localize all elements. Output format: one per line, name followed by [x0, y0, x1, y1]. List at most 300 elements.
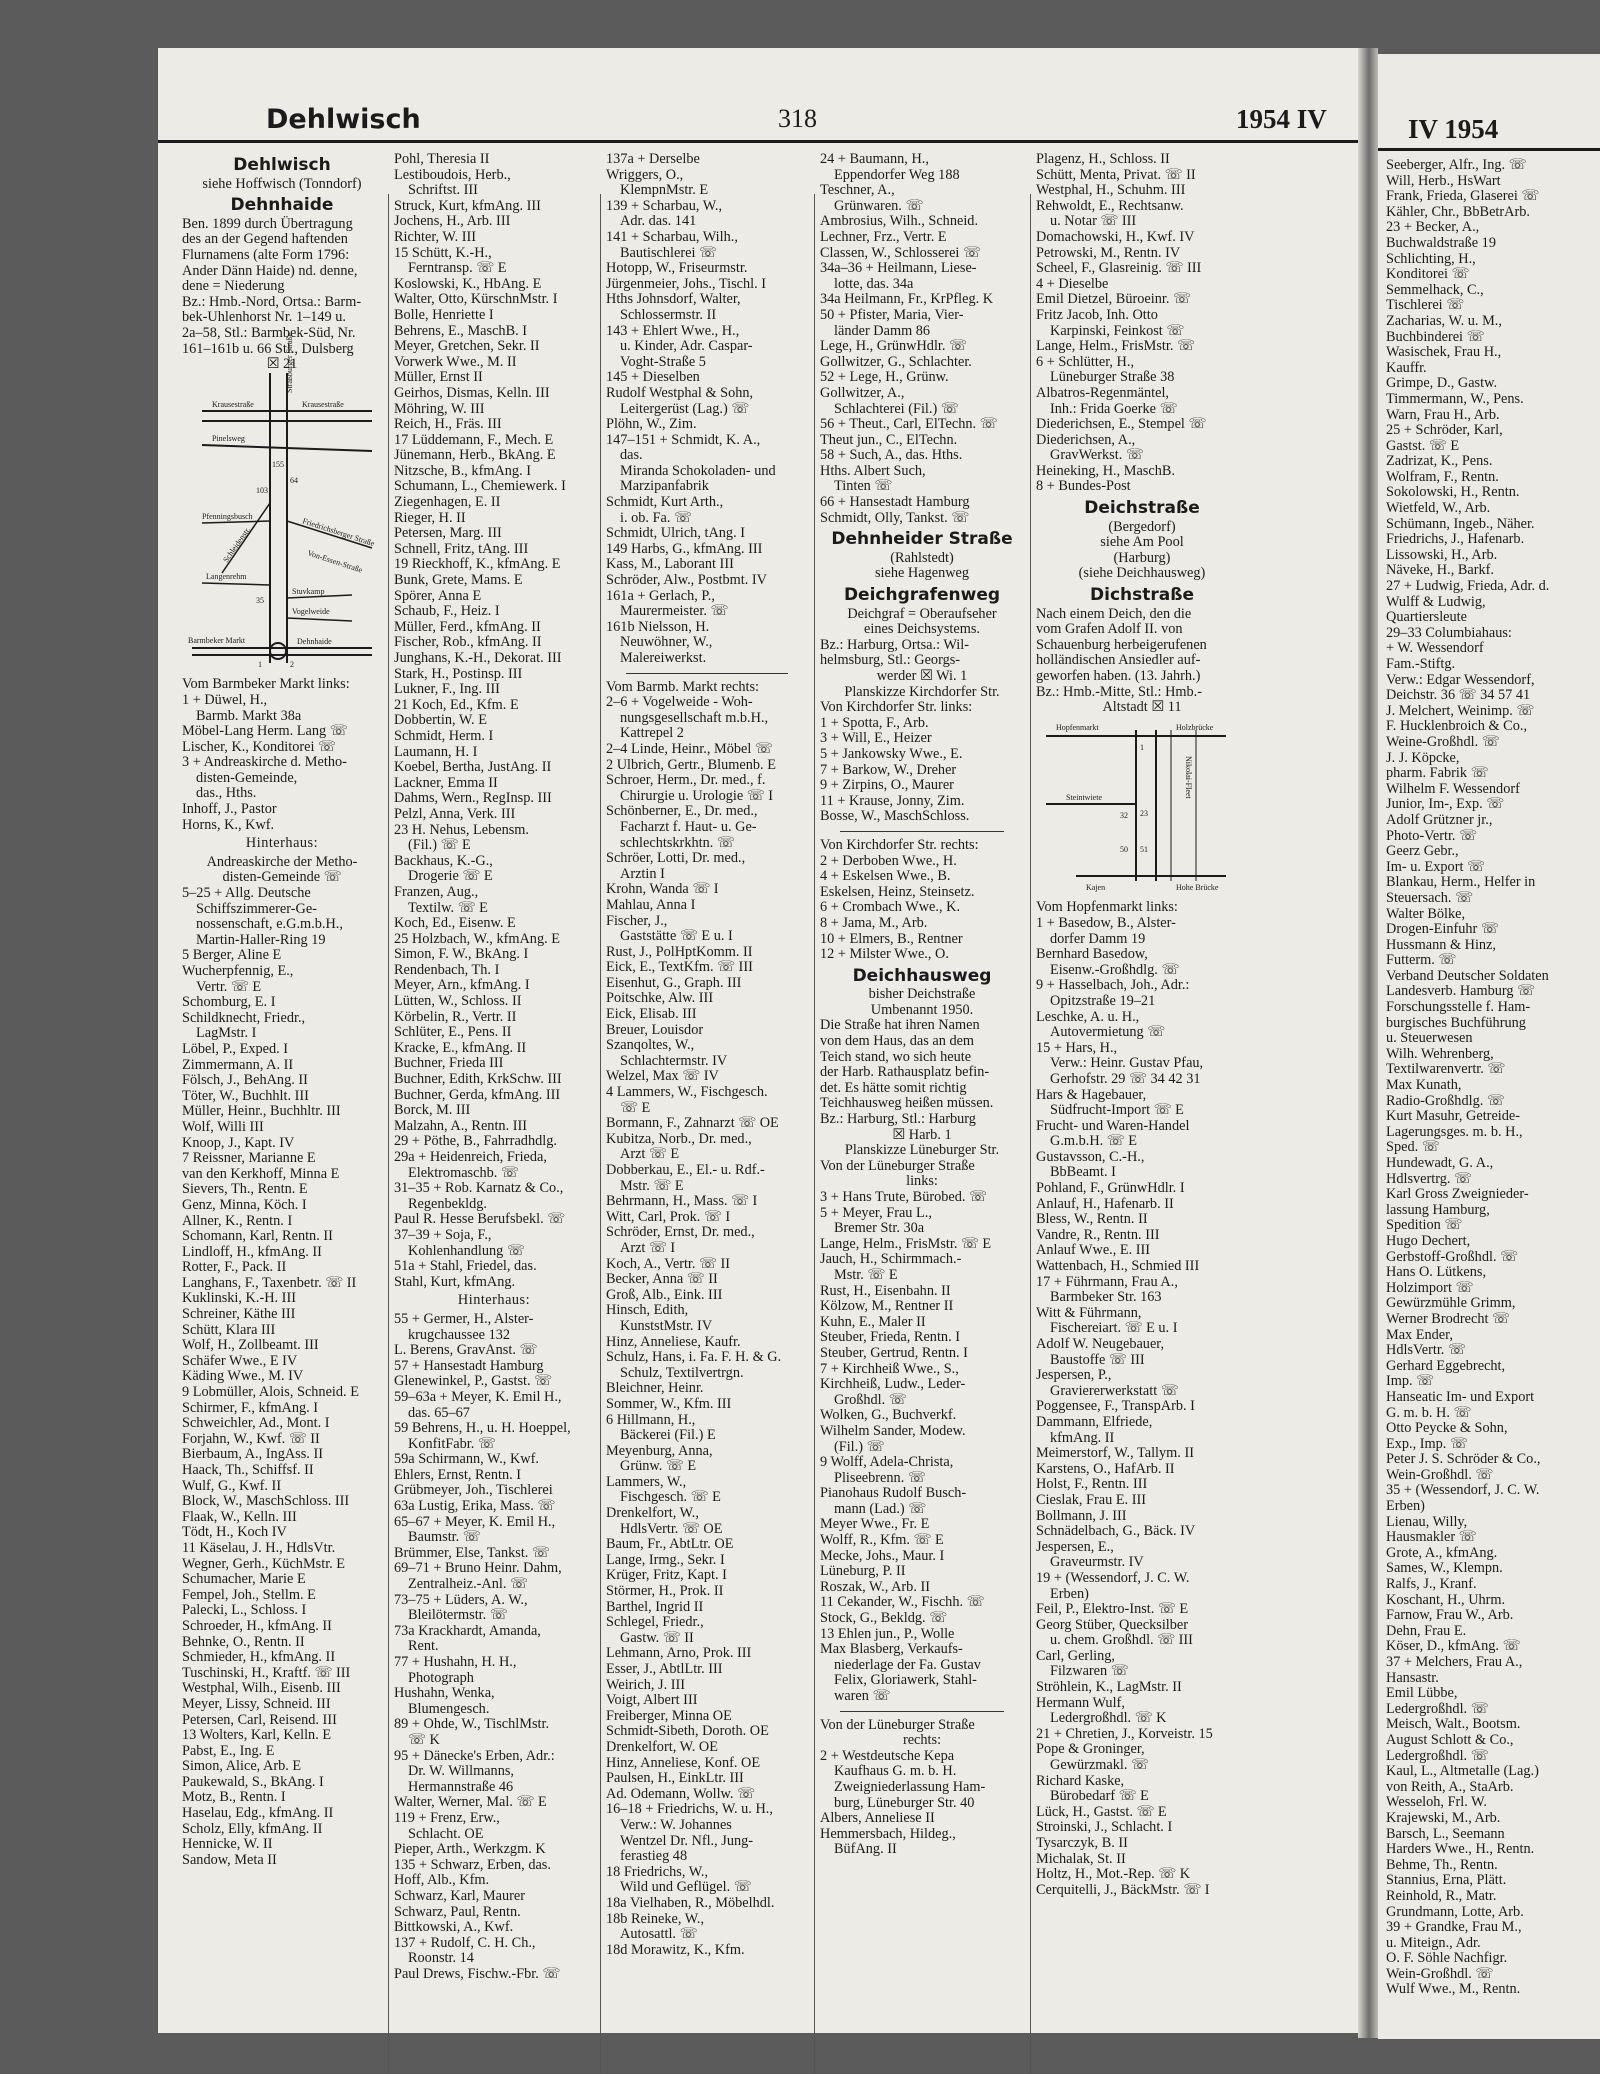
directory-entry: Schomann, Karl, Rentn. II [182, 1228, 333, 1245]
directory-entry: Stahl, Kurt, kfmAng. [394, 1273, 516, 1290]
directory-entry: Walter, Werner, Mal. ☏ E [394, 1794, 547, 1811]
directory-entry: Lange, Irmg., Sekr. I [606, 1551, 725, 1568]
directory-entry: Bürobedarf ☏ E [1050, 1788, 1149, 1805]
directory-entry: KunststMstr. IV [620, 1317, 713, 1334]
directory-entry: Emil Lübbe, [1386, 1685, 1458, 1702]
directory-entry: Sames, W., Klempn. [1386, 1560, 1503, 1577]
directory-entry: Lukner, F., Ing. III [394, 681, 500, 698]
directory-entry: Gewürzmühle Grimm, [1386, 1295, 1516, 1312]
directory-entry: Eisenw.-Großhdlg. ☏ [1050, 961, 1180, 978]
directory-entry: 39 + Grandke, Frau M., [1386, 1919, 1522, 1936]
directory-entry: Weine-Großhdl. ☏ [1386, 733, 1500, 750]
directory-entry: J. Melchert, Weinimp. ☏ [1386, 702, 1535, 719]
directory-entry: Sommer, W., Kfm. III [606, 1395, 732, 1412]
directory-entry: Schnell, Fritz, tAng. III [394, 540, 529, 557]
directory-entry: Gastw. ☏ II [620, 1629, 694, 1646]
map-label: Langenrehm [206, 571, 247, 581]
directory-entry: Plöhn, W., Zim. [606, 416, 697, 433]
directory-entry: Petersen, Carl, Reisend. III [182, 1711, 337, 1728]
directory-entry: Wilh. Wehrenberg, [1386, 1045, 1494, 1062]
directory-entry: Die Straße hat ihren Namen [820, 1017, 980, 1034]
directory-entry: Schlossermstr. II [620, 306, 717, 323]
directory-entry: Spedition ☏ [1386, 1217, 1463, 1234]
directory-entry: Textilw. ☏ E [408, 899, 488, 916]
directory-entry: 1 + Basedow, B., Alster- [1036, 914, 1176, 931]
directory-entry: Wolfram, F., Rentn. [1386, 468, 1499, 485]
directory-entry: Großhdl. ☏ [834, 1391, 907, 1408]
directory-entry: 29a + Heidenreich, Frieda, [394, 1149, 547, 1165]
directory-entry: 15 Schütt, K.-H., [394, 244, 492, 261]
directory-entry: Wilhelm F. Wessendorf [1386, 780, 1520, 797]
directory-entry: Sped. ☏ [1386, 1139, 1440, 1156]
directory-entry: 63a Lustig, Erika, Mass. ☏ [394, 1498, 556, 1515]
directory-entry: Rieger, H. II [394, 509, 466, 526]
directory-entry: 25 Holzbach, W., kfmAng. E [394, 930, 560, 947]
directory-entry: Deichgraf = Oberaufseher [847, 605, 997, 622]
directory-entry: nossenschaft, e.G.m.b.H., [196, 916, 343, 933]
directory-entry: Genz, Minna, Köch. I [182, 1196, 307, 1213]
directory-entry: Adolf W. Neugebauer, [1036, 1336, 1165, 1352]
street-heading: Deichgrafenweg [843, 585, 1001, 606]
directory-entry: (Bergedorf) [1108, 518, 1176, 535]
directory-entry: Gerhard Eggebrecht, [1386, 1357, 1506, 1374]
directory-entry: u. Kinder, Adr. Caspar- [620, 338, 753, 355]
directory-entry: Albers, Anneliese II [820, 1810, 935, 1827]
directory-entry: Wilhelm Sander, Modew. [820, 1422, 966, 1439]
directory-entry: Schmidt, Herm. I [394, 727, 494, 744]
directory-entry: Schroeder, H., kfmAng. II [182, 1617, 332, 1634]
directory-entry: Ledergroßhdl. ☏ K [1050, 1710, 1167, 1727]
directory-entry: Schulz, Hans, i. Fa. F. H. & G. [606, 1349, 782, 1366]
directory-entry: Andreaskirche der Metho- [206, 853, 358, 870]
directory-entry: G.m.b.H. ☏ E [1050, 1133, 1137, 1150]
directory-entry: Lienau, Willy, [1386, 1513, 1468, 1530]
directory-entry: Carl, Gerling, [1036, 1647, 1116, 1664]
column-3 [606, 152, 808, 1958]
directory-entry: Dobberkau, E., El.- u. Rdf.- [606, 1162, 765, 1178]
directory-entry: Verw.: Heinr. Gustav Pfau, [1050, 1055, 1204, 1072]
directory-entry: lassung Hamburg, [1386, 1201, 1490, 1218]
facing-page-header: IV 1954 [1408, 114, 1499, 144]
directory-entry: 1 + Düwel, H., [182, 691, 268, 708]
directory-entry: Fritz Jacob, Inh. Otto [1036, 306, 1158, 323]
directory-entry: siehe Am Pool [1100, 534, 1184, 551]
directory-entry: 18 Friedrichs, W., [606, 1863, 709, 1880]
directory-entry: 31–35 + Rob. Karnatz & Co., [394, 1180, 564, 1197]
directory-entry: Martin-Haller-Ring 19 [196, 931, 326, 948]
column-divider [1030, 194, 1031, 2074]
directory-entry: Krajewski, M., Arb. [1386, 1809, 1501, 1826]
directory-entry: Breuer, Louisdor [606, 1021, 704, 1038]
directory-entry: Groß, Alb., Eink. III [606, 1286, 723, 1303]
directory-entry: Blumengesch. [408, 1700, 490, 1717]
directory-entry: Erben) [1386, 1498, 1425, 1515]
section-separator [840, 831, 1004, 832]
directory-entry: Altstadt ☒ 11 [1102, 699, 1182, 716]
directory-entry: 17 Lüddemann, F., Mech. E [394, 431, 554, 448]
directory-entry: 34a–36 + Heilmann, Liese- [820, 260, 977, 277]
directory-entry: Barthel, Ingrid II [606, 1598, 704, 1615]
directory-entry: Schiffszimmerer-Ge- [196, 900, 317, 917]
directory-entry: Heineking, H., MaschB. [1036, 462, 1175, 479]
map-number: 51 [1140, 844, 1148, 854]
directory-entry: Tinten ☏ [834, 478, 893, 495]
directory-entry: 59a Schirmann, W., Kwf. [394, 1451, 539, 1468]
directory-entry: Kass, M., Laborant III [606, 556, 734, 573]
directory-entry: Schnädelbach, G., Bäck. IV [1036, 1523, 1196, 1540]
directory-entry: 55 + Germer, H., Alster- [394, 1310, 534, 1327]
directory-entry: det. Es hätte somit richtig [820, 1079, 967, 1096]
directory-entry: 161–161b u. 66 Stl., Dulsberg [182, 340, 354, 357]
directory-entry: Buchwaldstraße 19 [1386, 234, 1496, 251]
directory-entry: Wegner, Gerh., KüchMstr. E [182, 1555, 346, 1572]
directory-entry: Holst, F., Rentn. III [1036, 1476, 1148, 1493]
directory-entry: Diederichsen, A., [1036, 431, 1136, 448]
directory-entry: Ralfs, J., Kranf. [1386, 1576, 1477, 1593]
directory-entry: Paul R. Hesse Berufsbekl. ☏ [394, 1211, 566, 1228]
directory-entry: Grünwaren. ☏ [834, 197, 924, 214]
directory-entry: 2 + Westdeutsche Kepa [820, 1747, 955, 1764]
directory-entry: Arzt ☏ I [620, 1239, 676, 1256]
map-label: Steintwiete [1066, 792, 1102, 802]
directory-entry: Meyer, Arn., kfmAng. I [394, 977, 530, 994]
header-rule [158, 140, 1358, 143]
directory-entry: 11 Cekander, W., Fischh. ☏ [820, 1594, 985, 1611]
directory-entry: Hinz, Anneliese, Konf. OE [606, 1754, 761, 1771]
directory-entry: Weirich, J. III [606, 1676, 686, 1693]
directory-entry: Hussmann & Hinz, [1386, 936, 1496, 953]
directory-entry: 29 + Pöthe, B., Fahrradhdlg. [394, 1133, 557, 1150]
directory-entry: Scholz, Elly, kfmAng. II [182, 1820, 323, 1837]
directory-entry: Jochens, H., Arb. III [394, 213, 511, 230]
directory-entry: Buchbinderei ☏ [1386, 328, 1485, 345]
directory-entry: Schweichler, Ad., Mont. I [182, 1415, 330, 1432]
directory-entry: Schlachtermstr. IV [620, 1052, 728, 1069]
directory-entry: Pieper, Arth., Werkzgm. K [394, 1841, 546, 1858]
directory-entry: 34a Heilmann, Fr., KrPfleg. K [820, 291, 994, 308]
directory-entry: Karl Gross Zweignieder- [1386, 1186, 1529, 1203]
directory-entry: Karpinski, Feinkost ☏ [1050, 322, 1185, 339]
page-number: 318 [778, 104, 817, 133]
directory-entry: Meyenburg, Anna, [606, 1442, 713, 1459]
directory-entry: Hemmersbach, Hildeg., [820, 1825, 956, 1842]
directory-entry: Krohn, Wanda ☏ I [606, 881, 719, 898]
directory-entry: Teschner, A., [820, 182, 895, 199]
directory-entry: Wolf, Willi III [182, 1118, 264, 1135]
directory-entry: 139 + Scharbau, W., [606, 197, 723, 214]
directory-entry: Kuklinski, K.-H. III [182, 1290, 296, 1307]
directory-entry: Vertr. ☏ E [196, 978, 262, 995]
directory-entry: Möbel-Lang Herm. Lang ☏ [182, 723, 348, 740]
directory-entry: 7 + Kirchheiß Wwe., S., [820, 1360, 959, 1377]
directory-entry: das., Hths. [196, 785, 257, 802]
directory-entry: Lehmann, Arno, Prok. III [606, 1645, 752, 1662]
directory-entry: Leitergerüst (Lag.) ☏ [620, 400, 750, 417]
directory-entry: ferastieg 48 [620, 1848, 688, 1865]
directory-entry: Dahms, Wern., RegInsp. III [394, 790, 552, 807]
facing-page [1378, 54, 1600, 2039]
directory-entry: 2a–58, Stl.: Barmbek-Süd, Nr. [182, 324, 356, 341]
map-label: Stuvkamp [292, 586, 325, 596]
directory-entry: dorfer Damm 19 [1050, 930, 1146, 947]
map-deichstrasse [1036, 716, 1248, 901]
directory-entry: Wriggers, O., [606, 166, 684, 183]
directory-entry: Behme, Th., Rentn. [1386, 1856, 1498, 1873]
directory-entry: 9 + Hasselbach, Joh., Adr.: [1036, 977, 1190, 994]
directory-entry: Mahlau, Anna I [606, 896, 696, 913]
directory-entry: Nitzsche, B., kfmAng. I [394, 462, 531, 479]
directory-entry: Fam.-Stiftg. [1386, 656, 1456, 672]
directory-entry: Schildknecht, Friedr., [182, 1009, 306, 1026]
directory-entry: Behrmann, H., Mass. ☏ I [606, 1193, 758, 1210]
directory-entry: Hennicke, W. II [182, 1836, 273, 1853]
directory-entry: Teich stand, wo sich heute [820, 1048, 972, 1065]
directory-entry: Gollwitzer, G., Schlachter. [820, 353, 972, 370]
directory-entry: Palecki, L., Schloss. I [182, 1602, 307, 1619]
directory-entry: HdlsVertr. ☏ [1386, 1342, 1466, 1359]
directory-entry: Buchner, Frieda III [394, 1055, 504, 1072]
directory-entry: 95 + Dänecke's Erben, Adr.: [394, 1747, 555, 1764]
directory-entry: Zacharias, W. u. M., [1386, 312, 1502, 329]
directory-entry: Allner, K., Rentn. I [182, 1212, 293, 1229]
directory-entry: Kauffr. [1386, 359, 1427, 376]
directory-entry: Seeberger, Alfr., Ing. ☏ [1386, 157, 1527, 173]
directory-entry: Stock, G., Bekldg. ☏ [820, 1610, 948, 1627]
directory-entry: Chirurgie u. Urologie ☏ I [620, 787, 774, 804]
directory-entry: Schmieder, H., kfmAng. II [182, 1649, 336, 1666]
directory-entry: Bosse, W., MaschSchloss. [820, 808, 970, 825]
directory-entry: 9 + Zirpins, O., Maurer [820, 777, 954, 794]
directory-entry: Anlauf, H., Hafenarb. II [1036, 1195, 1174, 1212]
directory-entry: 13 Wolters, Karl, Kelln. E [182, 1727, 332, 1744]
directory-entry: Zadrizat, K., Pens. [1386, 453, 1493, 470]
directory-entry: Bz.: Harburg, Stl.: Harburg [820, 1111, 976, 1128]
directory-entry: KlempnMstr. E [620, 182, 709, 199]
map-number: 1 [1140, 742, 1144, 752]
directory-entry: Kurt Masuhr, Getreide- [1386, 1108, 1521, 1125]
directory-entry: Poggensee, F., TranspArb. I [1036, 1398, 1195, 1415]
directory-entry: Bormann, F., Zahnarzt ☏ OE [606, 1115, 779, 1132]
directory-entry: Emil Dietzel, Büroeinr. ☏ [1036, 291, 1191, 308]
directory-entry: 11 + Krause, Jonny, Zim. [820, 792, 965, 809]
directory-entry: 17 + Führmann, Frau A., [1036, 1273, 1178, 1290]
directory-entry: Poitschke, Alw. III [606, 990, 714, 1007]
column-2 [394, 152, 594, 1982]
directory-entry: Wolff, R., Kfm. ☏ E [820, 1532, 944, 1549]
directory-entry: Schlachterei (Fil.) ☏ [834, 400, 959, 417]
directory-entry: Paul Drews, Fischw.-Fbr. ☏ [394, 1965, 561, 1982]
map-label: Hohe Brücke [1176, 882, 1219, 892]
directory-entry: Hars & Hagebauer, [1036, 1086, 1147, 1103]
directory-entry: Lestiboudois, Herb., [394, 166, 511, 183]
directory-entry: Reich, H., Fräs. III [394, 416, 502, 433]
directory-entry: Ledergroßhdl. ☏ [1386, 1700, 1489, 1717]
directory-entry: 59–63a + Meyer, K. Emil H., [394, 1388, 562, 1405]
directory-entry: Petersen, Marg. III [394, 525, 502, 542]
map-number: 35 [256, 595, 264, 605]
directory-entry: 25 + Schröder, Karl, [1386, 422, 1503, 439]
header-rule [1378, 148, 1600, 151]
directory-entry: 3 + Andreaskirche d. Metho- [182, 754, 347, 771]
directory-entry: Franzen, Aug., [394, 883, 479, 900]
directory-entry: Cieslak, Frau E. III [1036, 1491, 1146, 1508]
street-heading: Dichstraße [1090, 585, 1194, 606]
street-heading: Deichhausweg [852, 965, 992, 986]
facing-page-column [1386, 158, 1549, 1998]
directory-entry: Schomburg, E. I [182, 994, 276, 1011]
street-map-deichstrasse [1036, 716, 1236, 896]
directory-entry: Scheel, F., Glasreinig. ☏ III [1036, 260, 1202, 277]
directory-entry: Schmidt, Olly, Tankst. ☏ [820, 509, 970, 526]
directory-entry: Hths. Albert Such, [820, 462, 926, 479]
directory-entry: u. chem. Großhdl. ☏ III [1050, 1632, 1193, 1649]
directory-entry: 15 + Hars, H., [1036, 1039, 1118, 1056]
directory-entry: Kracke, E., kfmAng. II [394, 1039, 527, 1056]
directory-entry: 89 + Ohde, W., TischlMstr. [394, 1716, 550, 1733]
directory-entry: Bz.: Hmb.-Nord, Ortsa.: Barm- [182, 293, 362, 310]
street-heading: Deichstraße [1084, 498, 1200, 519]
directory-entry: Möhring, W. III [394, 400, 485, 417]
directory-entry: ☏ E [620, 1099, 651, 1116]
directory-entry: Planskizze Kirchdorfer Str. [844, 683, 1000, 700]
section-separator [626, 673, 788, 674]
column-4 [820, 152, 1024, 1858]
directory-entry: Schreiner, Käthe III [182, 1306, 296, 1323]
directory-entry: Autosattl. ☏ [620, 1926, 698, 1943]
directory-entry: Hushahn, Wenka, [394, 1685, 495, 1702]
directory-entry: Südfrucht-Import ☏ E [1050, 1102, 1184, 1119]
directory-entry: Walter, Otto, KürschnMstr. I [394, 291, 558, 308]
directory-entry: Stark, H., Postinsp. III [394, 665, 523, 682]
directory-entry: Hths Johnsdorf, Walter, [606, 291, 741, 308]
directory-entry: Malereiwerkst. [620, 650, 707, 666]
directory-entry: Wild und Geflügel. ☏ [620, 1879, 752, 1896]
map-label: Kajen [1086, 882, 1106, 892]
directory-entry: Baustoffe ☏ III [1050, 1351, 1145, 1368]
directory-entry: BüfAng. II [834, 1841, 897, 1858]
directory-entry: Brümmer, Else, Tankst. ☏ [394, 1544, 550, 1561]
directory-entry: Rendenbach, Th. I [394, 961, 500, 978]
directory-entry: Grübmeyer, Joh., Tischlerei [394, 1482, 553, 1499]
directory-entry: Facharzt f. Haut- u. Ge- [620, 818, 757, 835]
directory-entry: 9 Wolff, Adela-Christa, [820, 1454, 954, 1471]
directory-entry: 4 + Eskelsen Wwe., B. [820, 868, 951, 885]
directory-entry: Eskelsen, Heinz, Steinsetz. [820, 883, 975, 900]
column-divider [600, 194, 601, 2074]
directory-entry: Diederichsen, E., Stempel ☏ [1036, 416, 1207, 433]
directory-entry: Hansastr. [1386, 1669, 1439, 1686]
directory-entry: 19 Rieckhoff, K., kfmAng. E [394, 556, 561, 573]
directory-entry: Ambrosius, Wilh., Schneid. [820, 213, 979, 230]
page-year-volume: 1954 IV [1236, 104, 1327, 134]
directory-entry: 51a + Stahl, Friedel, das. [394, 1258, 537, 1275]
directory-entry: Zweigniederlassung Ham- [834, 1778, 986, 1795]
directory-entry: 21 + Chretien, J., Korveistr. 15 [1036, 1725, 1213, 1742]
directory-entry: 11 Käselau, J. H., HdlsVtr. [182, 1539, 336, 1556]
directory-entry: Schlichting, H., [1386, 250, 1476, 267]
directory-entry: L. Berens, GravAnst. ☏ [394, 1342, 538, 1359]
directory-entry: Körbelin, R., Vertr. II [394, 1008, 517, 1025]
directory-entry: Schwarz, Karl, Maurer [394, 1887, 525, 1904]
column-5 [1036, 152, 1248, 1898]
directory-entry: Sievers, Th., Rentn. E [182, 1181, 308, 1198]
directory-entry: Elektromaschb. ☏ [408, 1164, 519, 1181]
directory-entry: 161b Nielsson, H. [606, 618, 710, 635]
directory-entry: August Schlott & Co., [1386, 1731, 1514, 1748]
directory-entry: helmsburg, Stl.: Georgs- [820, 652, 961, 669]
directory-entry: Schlacht. OE [408, 1825, 484, 1842]
directory-entry: 2–6 + Vogelweide - Woh- [606, 694, 753, 711]
directory-entry: KonfitFabr. ☏ [408, 1435, 496, 1452]
map-label: Dehnhaide [297, 636, 332, 646]
directory-entry: Adr. das. 141 [620, 213, 697, 230]
map-number: 103 [256, 485, 268, 495]
map-label: Von-Essen-Straße [306, 548, 364, 575]
directory-entry: Wulff & Ludwig, [1386, 593, 1486, 610]
directory-entry: Theut jun., C., ElTechn. [820, 431, 958, 448]
section-separator [840, 1711, 1004, 1712]
directory-entry: 135 + Schwarz, Erben, das. [394, 1856, 551, 1873]
directory-entry: 73–75 + Lüders, A. W., [394, 1591, 528, 1608]
directory-entry: Vom Barmb. Markt rechts: [606, 678, 760, 695]
directory-entry: 18d Morawitz, K., Kfm. [606, 1941, 745, 1958]
directory-entry: Köser, D., kfmAng. ☏ [1386, 1638, 1521, 1655]
directory-entry: Kirchheiß, Ludw., Leder- [820, 1376, 966, 1393]
directory-entry: Schröer, Lotti, Dr. med., [606, 850, 746, 867]
directory-entry: 8 + Bundes-Post [1036, 478, 1131, 495]
directory-entry: Lange, Helm., FrisMstr. ☏ [1036, 338, 1195, 355]
directory-entry: ☏ K [408, 1731, 440, 1748]
directory-entry: Schwarz, Paul, Rentn. [394, 1903, 521, 1920]
directory-entry: Töter, W., Buchhlt. III [182, 1087, 309, 1104]
directory-entry: Hotopp, W., Friseurmstr. [606, 260, 748, 277]
directory-entry: 37–39 + Soja, F., [394, 1226, 492, 1243]
directory-entry: 37 + Melchers, Frau A., [1386, 1654, 1523, 1670]
directory-entry: Eisenhut, G., Graph. III [606, 974, 742, 991]
directory-entry: Gollwitzer, A., [820, 384, 905, 401]
directory-entry: Grundmann, Lotte, Arb. [1386, 1903, 1524, 1920]
map-label: Straßburger Straße [285, 332, 294, 393]
directory-entry: vom Grafen Adolf II. von [1036, 621, 1183, 638]
directory-entry: Vandre, R., Rentn. III [1036, 1226, 1160, 1243]
directory-entry: schlechtskrkhtn. ☏ [620, 834, 735, 851]
directory-entry: Eick, E., TextKfm. ☏ III [606, 959, 753, 976]
directory-entry: Im- u. Export ☏ [1386, 858, 1485, 875]
directory-entry: Baumstr. ☏ [408, 1529, 481, 1546]
directory-entry: Futterm. ☏ [1386, 952, 1457, 969]
directory-entry: (siehe Deichhausweg) [1078, 565, 1206, 582]
directory-entry: Forjahn, W., Kwf. ☏ II [182, 1430, 320, 1447]
directory-entry: 77 + Hushahn, H. H., [394, 1654, 517, 1670]
directory-entry: burg, Lüneburger Str. 40 [834, 1794, 975, 1811]
directory-entry: Laumann, H. I [394, 743, 478, 760]
directory-entry: Photo-Vertr. ☏ [1386, 827, 1477, 844]
directory-entry: Ferntransp. ☏ E [408, 260, 507, 277]
directory-entry: GravWerkst. ☏ [1050, 447, 1144, 464]
directory-entry: F. Hucklenbroich & Co., [1386, 718, 1528, 735]
directory-entry: 13 Ehlen jun., P., Wolle [820, 1625, 955, 1642]
directory-entry: O. F. Söhle Nachfigr. [1386, 1950, 1508, 1967]
directory-entry: Lammers, W., [606, 1473, 687, 1490]
directory-entry: Szanqoltes, W., [606, 1037, 695, 1054]
directory-entry: Vorwerk Wwe., M. II [394, 353, 517, 370]
street-heading: Dehnheider Straße [831, 529, 1013, 550]
directory-entry: Bleichner, Heinr. [606, 1380, 704, 1397]
directory-entry: 23 + Becker, A., [1386, 219, 1480, 236]
directory-entry: Timmermann, W., Pens. [1386, 390, 1524, 407]
directory-entry: Hausmakler ☏ [1386, 1529, 1477, 1546]
directory-entry: Jauch, H., Schirmmach.- [820, 1251, 962, 1268]
